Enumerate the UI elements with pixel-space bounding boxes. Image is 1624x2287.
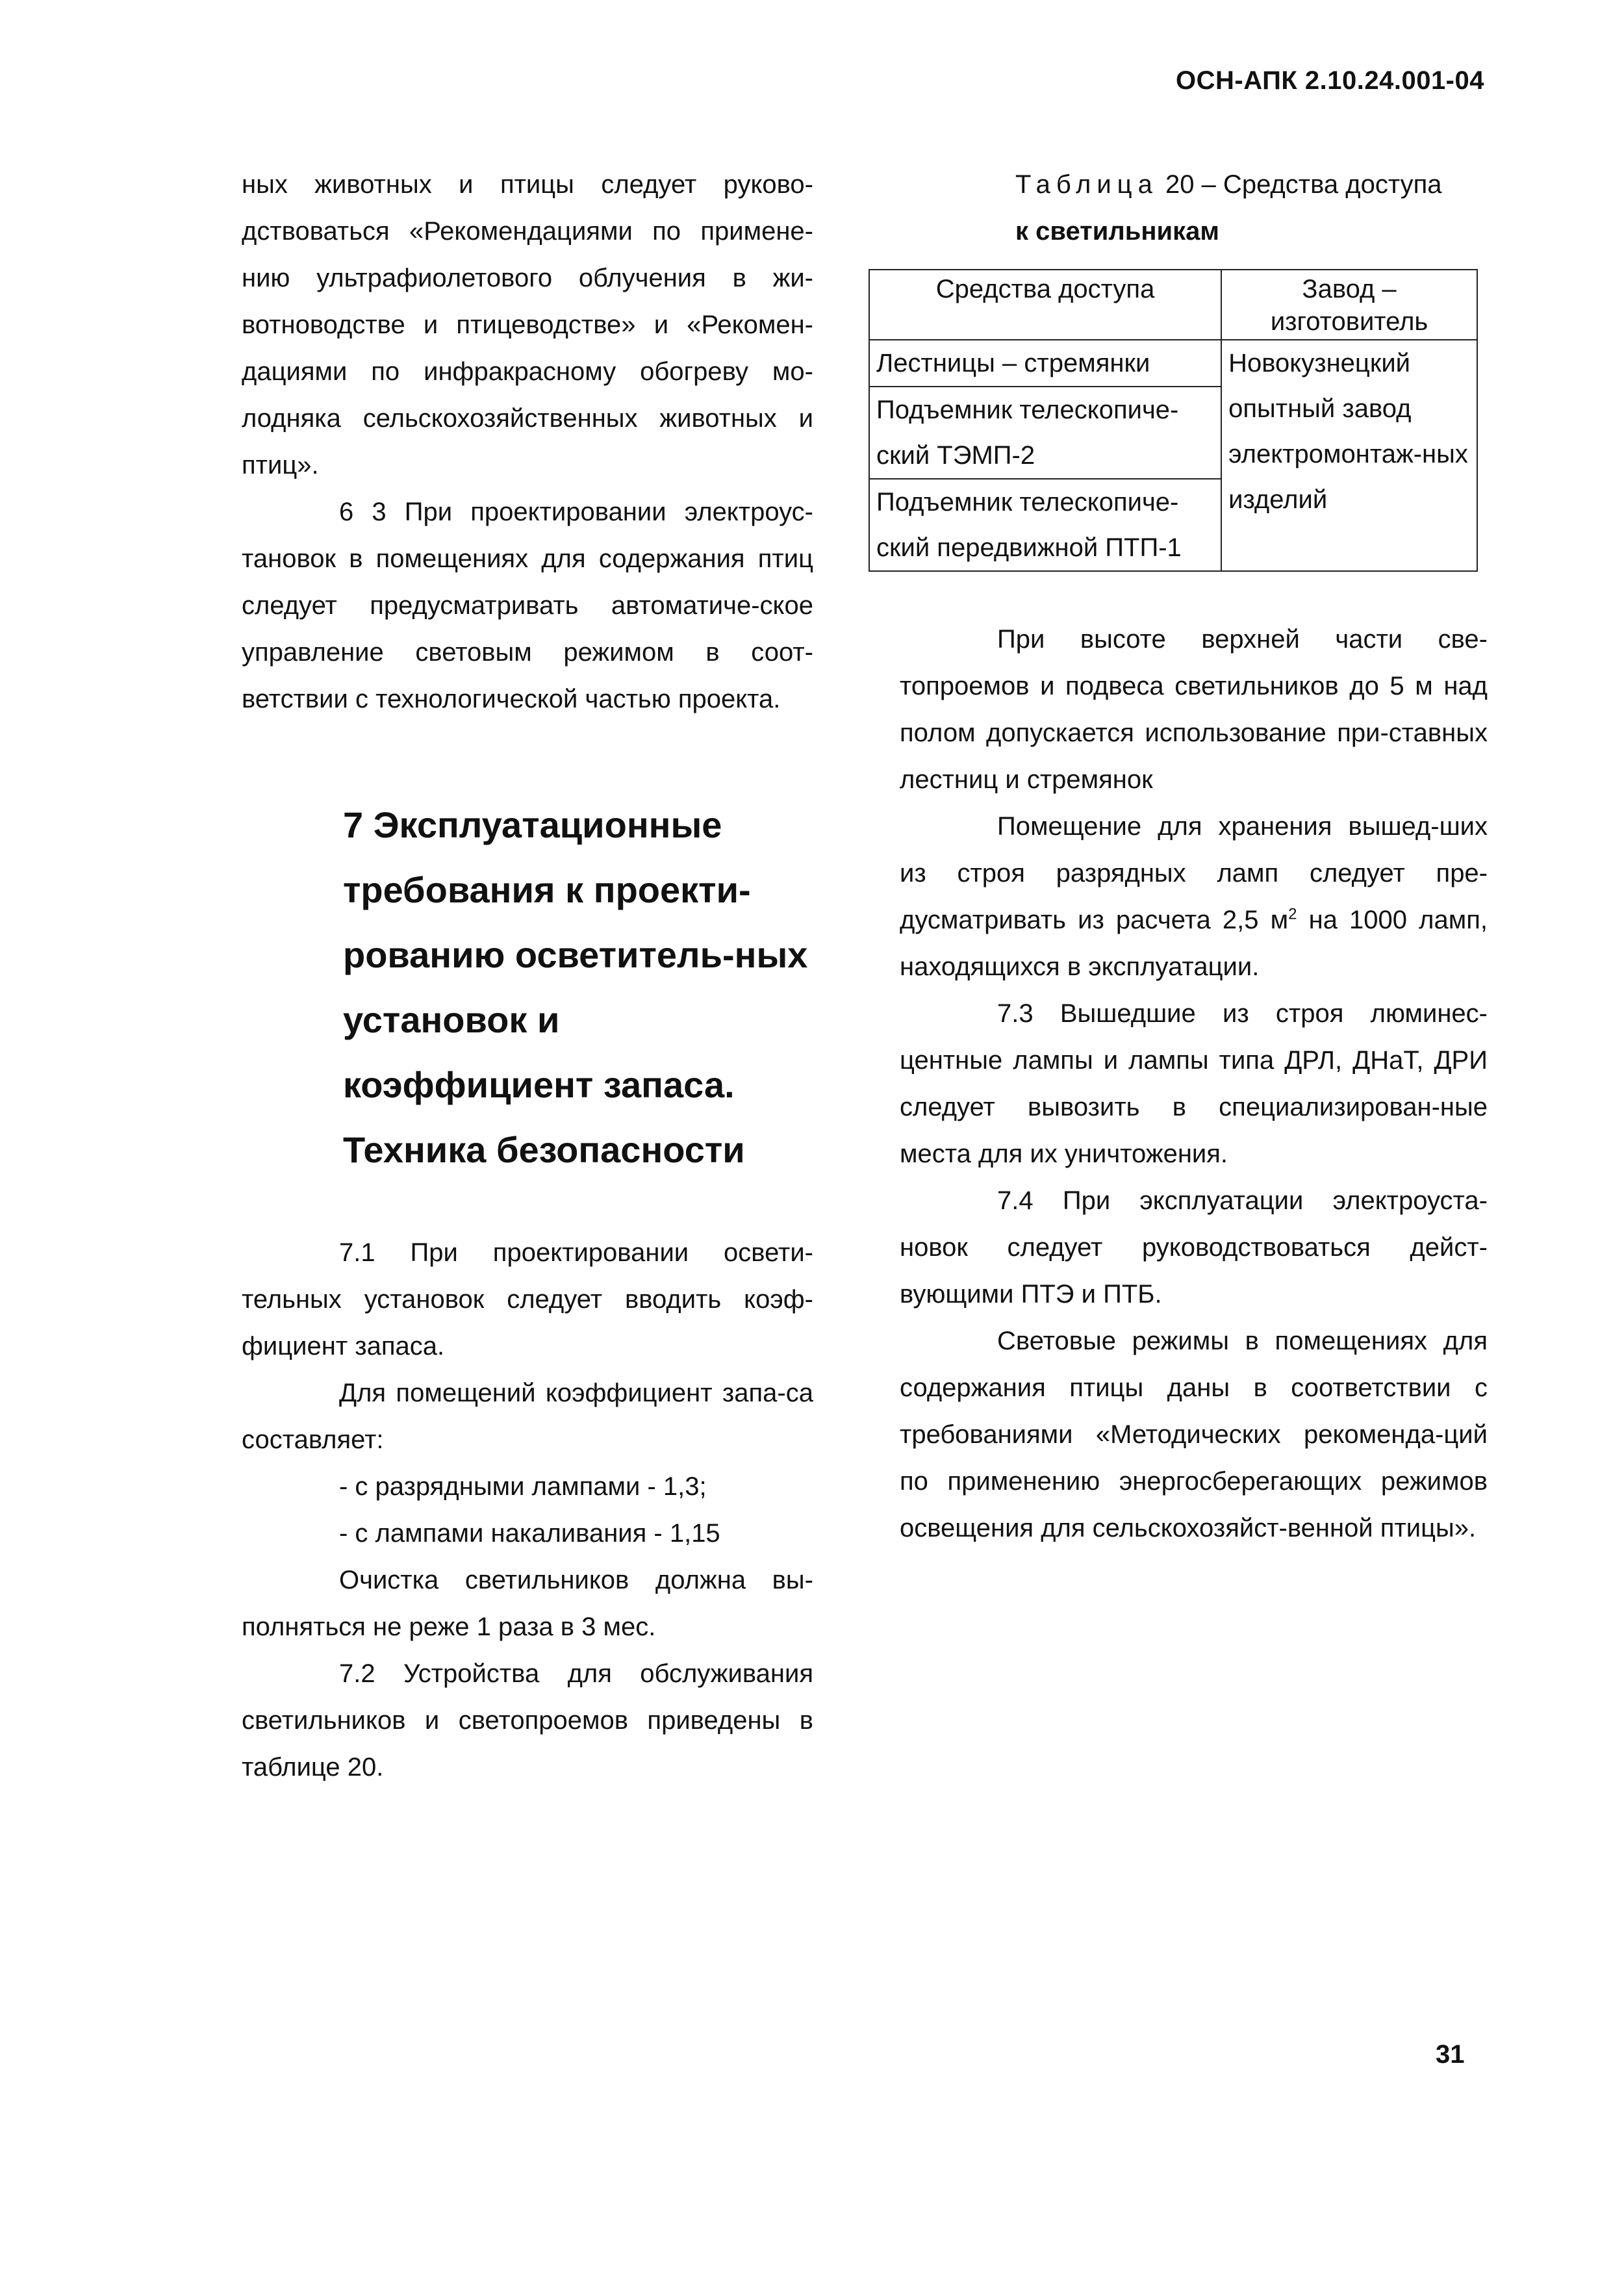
page-number: 31: [1436, 2040, 1465, 2069]
right-column: [876, 161, 1488, 1552]
paragraph-7-1: 7.1 При проектировании освети-тельных установок следует вводить коэф-фициент запаса.: [242, 1238, 813, 1361]
list-item-incandescent-lamps: - с лампами накаливания - 1,15: [339, 1519, 720, 1548]
list-item-discharge-lamps: - с разрядными лампами - 1,3;: [339, 1472, 707, 1501]
paragraph-light-modes: Световые режимы в помещениях для содержания птицы даны в соответствии с требованиями «Методических рекоменда-ций по применению энергосберегающих режимов освещения для сельскохозяйст-венной птицы».: [900, 1327, 1488, 1542]
paragraph-lamp-storage: [900, 803, 1488, 990]
paragraph-cleaning: Очистка светильников должна вы-полняться не реже 1 раза в 3 мес.: [242, 1566, 813, 1641]
table-caption-word: Таблица: [1015, 170, 1158, 199]
table-20-access-means: [869, 269, 1478, 572]
document-code: ОСН-АПК 2.10.24.001-04: [1176, 66, 1484, 95]
table-20-caption: [1015, 161, 1488, 208]
table-cell-manufacturer: Новокузнецкий опытный завод электромонтаж-ных изделий: [1221, 340, 1477, 571]
table-cell-access: Подъемник телескопиче-ский передвижной ПТП-1: [869, 479, 1221, 571]
table-caption-line2: к светильникам: [1015, 217, 1219, 246]
table-row: [869, 340, 1477, 387]
table-header-access: Средства доступа: [869, 270, 1221, 340]
table-cell-access: Лестницы – стремянки: [869, 340, 1221, 387]
table-caption-title: 20 – Средства доступа: [1165, 170, 1442, 199]
paragraph-7-3: 7.3 Вышедшие из строя люминес-центные лампы и лампы типа ДРЛ, ДНаТ, ДРИ следует вывозить в специализирован-ные места для их уничтожения.: [900, 999, 1488, 1168]
left-column: [242, 161, 813, 1791]
paragraph-6-3: 6 3 При проектировании электроус-тановок в помещениях для содержания птиц следует предусматривать автоматиче-ское управление световым режимом в соот-ветствии с технологической частью проекта.: [242, 498, 813, 713]
table-header-row: [869, 270, 1477, 340]
lamp-storage-text-b: на 1000 ламп, находящихся в эксплуатации.: [900, 906, 1488, 981]
square-superscript: 2: [1288, 905, 1297, 923]
table-cell-access: Подъемник телескопиче-ский ТЭМП-2: [869, 387, 1221, 479]
paragraph-continuation: ных животных и птицы следует руково-дствоваться «Рекомендациями по примене-нию ультрафиолетового облучения в жи-вотноводстве и птицеводстве» и «Рекомен-дациями по инфракрасному обогреву мо-лодняка сельскохозяйственных животных и птиц».: [242, 170, 813, 479]
paragraph-ladders: При высоте верхней части све-топроемов и подвеса светильников до 5 м над полом допускается использование при-ставных лестниц и стремянок: [900, 625, 1488, 794]
table-header-manufacturer: Завод – изготовитель: [1221, 270, 1477, 340]
section-7-title: 7 Эксплуатационные требования к проекти-рованию осветитель-ных установок и коэффициент запаса. Техника безопасности: [343, 804, 808, 1170]
paragraph-coefficient-intro: Для помещений коэффициент запа-са составляет:: [242, 1379, 813, 1454]
paragraph-7-4: 7.4 При эксплуатации электроуста-новок следует руководствоваться дейст-вующими ПТЭ и ПТБ.: [900, 1186, 1488, 1309]
lamp-storage-text-a: Помещение для хранения вышед-ших из строя разрядных ламп следует пре-дусматривать из расчета 2,5 м: [900, 812, 1488, 934]
paragraph-7-2: 7.2 Устройства для обслуживания светильников и светопроемов приведены в таблице 20.: [242, 1659, 813, 1782]
